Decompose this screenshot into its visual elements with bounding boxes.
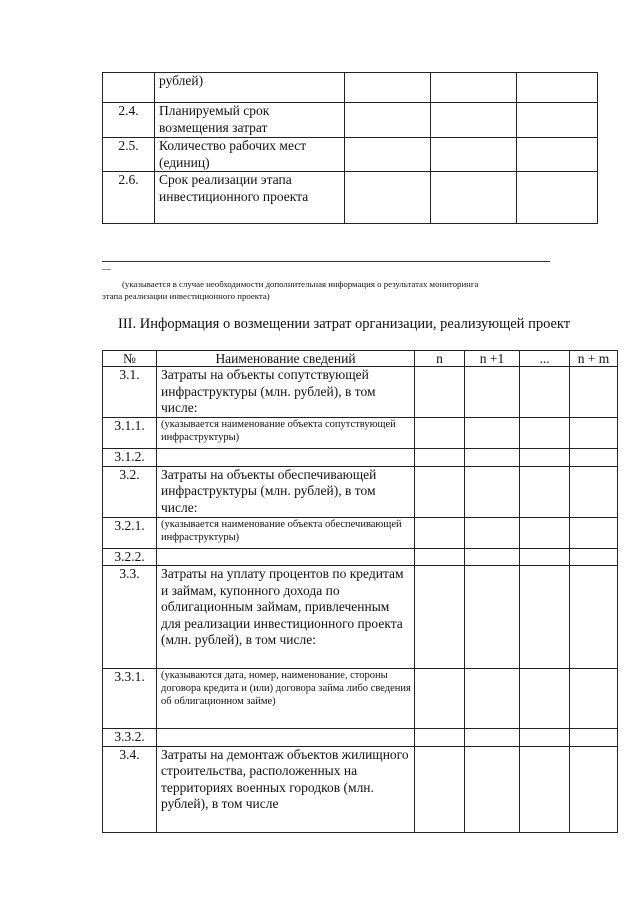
row-label: Количество рабочих мест (единиц): [155, 138, 345, 172]
value-cell: [415, 669, 465, 729]
value-cell: [431, 73, 517, 103]
value-cell: [517, 138, 598, 172]
value-cell: [465, 449, 520, 467]
table-row: [103, 418, 618, 449]
row-label: Срок реализации этапа инвестиционного проекта: [155, 172, 345, 224]
value-cell: [570, 746, 618, 832]
table-row: [103, 669, 618, 729]
table-row: [103, 466, 618, 517]
value-cell: [570, 548, 618, 566]
header-n-plus-1: n +1: [465, 351, 520, 367]
value-cell: [415, 418, 465, 449]
section-title: III. Информация о возмещении затрат организации, реализующей проект: [118, 316, 571, 332]
table-row: [103, 367, 618, 418]
table-row: [103, 73, 598, 103]
row-number: 3.1.2.: [103, 449, 157, 467]
row-number: 2.4.: [103, 103, 155, 138]
value-cell: [345, 138, 431, 172]
row-number: 2.5.: [103, 138, 155, 172]
value-cell: [520, 517, 570, 548]
value-cell: [345, 103, 431, 138]
header-n-plus-m: n + m: [570, 351, 618, 367]
row-label: (указывается наименование объекта сопутствующей инфраструктуры): [157, 418, 415, 449]
value-cell: [415, 466, 465, 517]
row-label: Затраты на объекты обеспечивающей инфраструктуры (млн. рублей), в том числе:: [157, 466, 415, 517]
value-cell: [415, 566, 465, 669]
table-row: [103, 449, 618, 467]
value-cell: [431, 138, 517, 172]
header-num: №: [103, 351, 157, 367]
footnote-text: [102, 278, 592, 302]
row-label: Затраты на уплату процентов по кредитам и займам, купонного дохода по облигационным займам, привлеченным для реализации инвестиционного проекта (млн. рублей), в том числе:: [157, 566, 415, 669]
value-cell: [570, 449, 618, 467]
value-cell: [415, 517, 465, 548]
row-number: 3.3.2.: [103, 729, 157, 747]
table-row: [103, 517, 618, 548]
row-label: [157, 548, 415, 566]
value-cell: [517, 172, 598, 224]
value-cell: [570, 566, 618, 669]
value-cell: [520, 466, 570, 517]
footnote-line-2: этапа реализации инвестиционного проекта): [102, 291, 270, 301]
table-project-stage: [102, 72, 598, 224]
value-cell: [465, 466, 520, 517]
table-row: [103, 548, 618, 566]
value-cell: [517, 73, 598, 103]
value-cell: [415, 729, 465, 747]
footnote-line-1: (указывается в случае необходимости дополнительная информация о результатах мониторинга: [122, 279, 479, 289]
value-cell: [520, 418, 570, 449]
value-cell: [345, 73, 431, 103]
value-cell: [517, 103, 598, 138]
value-cell: [570, 729, 618, 747]
row-number: 3.2.1.: [103, 517, 157, 548]
row-number: 3.3.: [103, 566, 157, 669]
value-cell: [520, 548, 570, 566]
row-number: 3.2.2.: [103, 548, 157, 566]
row-number: 3.1.: [103, 367, 157, 418]
row-number: 2.6.: [103, 172, 155, 224]
row-label: [157, 449, 415, 467]
value-cell: [465, 548, 520, 566]
row-number: 3.1.1.: [103, 418, 157, 449]
table-row: [103, 729, 618, 747]
value-cell: [570, 418, 618, 449]
table-header-row: [103, 351, 618, 367]
value-cell: [570, 517, 618, 548]
row-label: (указывается наименование объекта обеспечивающей инфраструктуры): [157, 517, 415, 548]
value-cell: [520, 669, 570, 729]
header-ellipsis: ...: [520, 351, 570, 367]
value-cell: [520, 566, 570, 669]
value-cell: [345, 172, 431, 224]
value-cell: [520, 367, 570, 418]
value-cell: [465, 566, 520, 669]
row-label: рублей): [155, 73, 345, 103]
table-row: [103, 103, 598, 138]
row-label: Планируемый срок возмещения затрат: [155, 103, 345, 138]
table-row: [103, 566, 618, 669]
header-name: Наименование сведений: [157, 351, 415, 367]
row-label: Затраты на демонтаж объектов жилищного строительства, расположенных на территориях военных городков (млн. рублей), в том числе: [157, 746, 415, 832]
table-row: [103, 172, 598, 224]
value-cell: [465, 669, 520, 729]
row-label: [157, 729, 415, 747]
row-label: (указываются дата, номер, наименование, стороны договора кредита и (или) договора займа либо сведения об облигационном займе): [157, 669, 415, 729]
value-cell: [465, 418, 520, 449]
row-number: [103, 73, 155, 103]
table-cost-reimbursement: [102, 350, 618, 833]
value-cell: [465, 746, 520, 832]
value-cell: [431, 103, 517, 138]
value-cell: [465, 367, 520, 418]
row-number: 3.4.: [103, 746, 157, 832]
row-number: 3.3.1.: [103, 669, 157, 729]
table-row: [103, 138, 598, 172]
value-cell: [431, 172, 517, 224]
value-cell: [520, 449, 570, 467]
value-cell: [415, 548, 465, 566]
row-label: Затраты на объекты сопутствующей инфраструктуры (млн. рублей), в том числе:: [157, 367, 415, 418]
value-cell: [415, 367, 465, 418]
table-row: [103, 746, 618, 832]
header-n: n: [415, 351, 465, 367]
value-cell: [415, 449, 465, 467]
value-cell: [520, 746, 570, 832]
value-cell: [570, 466, 618, 517]
value-cell: [520, 729, 570, 747]
value-cell: [465, 729, 520, 747]
footnote-separator: [102, 261, 550, 262]
value-cell: [465, 517, 520, 548]
value-cell: [570, 669, 618, 729]
value-cell: [570, 367, 618, 418]
row-number: 3.2.: [103, 466, 157, 517]
value-cell: [415, 746, 465, 832]
